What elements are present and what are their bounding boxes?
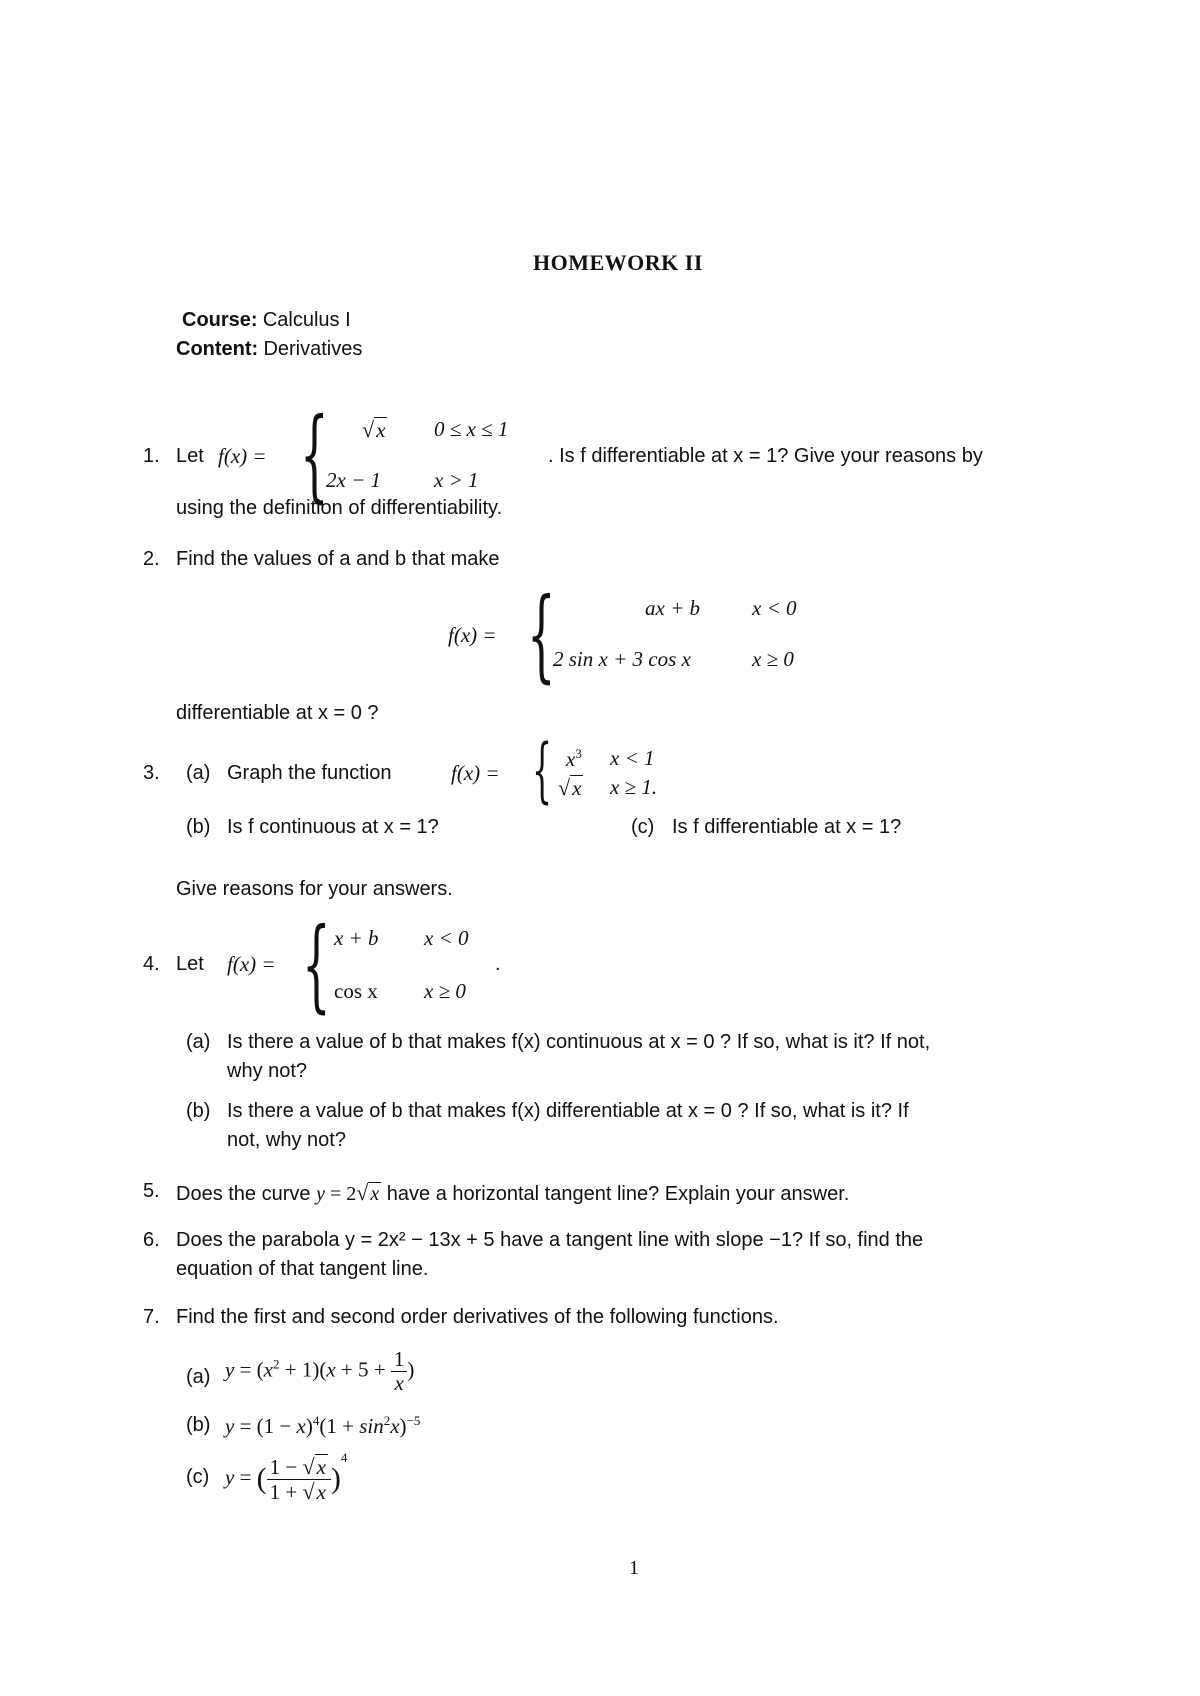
part-c-expression: y = ( $\frac{1 - √x}{1 + √x}$ )$^4$	[225, 1450, 348, 1504]
problem-number: 2.	[143, 548, 160, 570]
part-b-line-2: not, why not?	[227, 1129, 346, 1151]
problem-text	[176, 1180, 849, 1206]
part-a-expression: $y = (x^2 + 1)(x + 5$ + $\frac{1}{x}$ )	[225, 1347, 415, 1396]
content-value: Derivatives	[263, 338, 363, 360]
case-1-condition: x < 0	[752, 596, 797, 620]
problem-number: 7.	[143, 1306, 160, 1328]
case-2-condition: x ≥ 0	[752, 647, 794, 671]
left-brace: {	[302, 906, 331, 1023]
left-brace: {	[300, 396, 329, 513]
part-a-line-1: Is there a value of b that makes f(x) continuous at x = 0 ? If so, what is it? If not,	[227, 1031, 931, 1053]
problem-text: . Is f differentiable at x = 1? Give your reasons by	[548, 445, 983, 467]
case-1-expression: $x^3$	[566, 746, 582, 771]
problem-number: 5.	[143, 1180, 160, 1202]
problem-text-after: differentiable at x = 0 ?	[176, 702, 379, 724]
case-2-condition: x ≥ 1.	[610, 775, 658, 799]
part-a-label: (a)	[186, 1031, 211, 1053]
course-line	[182, 307, 351, 332]
case-2-condition: x ≥ 0	[424, 979, 466, 1003]
case-1-condition: x < 1	[610, 746, 655, 770]
problem-lead: Let	[176, 953, 204, 975]
part-a-label: (a)	[186, 1366, 211, 1388]
part-b-label: (b)	[186, 1100, 211, 1122]
problem-text-part-2: have a horizontal tangent line? Explain your answer.	[386, 1183, 850, 1205]
function-lhs: f(x) =	[451, 761, 500, 785]
part-a-label: (a)	[186, 762, 211, 784]
problem-number: 6.	[143, 1229, 160, 1251]
problem-lead: Let	[176, 445, 204, 467]
part-a-line-2: why not?	[227, 1060, 308, 1082]
part-c-label: (c)	[186, 1466, 210, 1488]
problem-text-line-2: equation of that tangent line.	[176, 1258, 429, 1280]
left-brace: {	[532, 729, 553, 811]
case-2-condition: x > 1	[434, 468, 479, 492]
part-c-text: Is f differentiable at x = 1?	[672, 816, 902, 838]
function-lhs: f(x) =	[227, 952, 276, 976]
part-b-expression: $y = (1 - x)^4(1 + \sin^2x)^{-5}$	[225, 1413, 421, 1438]
page-title: HOMEWORK II	[533, 250, 703, 275]
case-2-expression: 2x − 1	[326, 468, 381, 492]
problem-text-after: .	[495, 953, 501, 975]
problem-text-line-1: Does the parabola y = 2x² − 13x + 5 have a tangent line with slope −1? If so, find the	[176, 1229, 924, 1251]
case-1-expression: ax + b	[645, 596, 700, 620]
part-b-label: (b)	[186, 1414, 211, 1436]
case-1-condition: 0 ≤ x ≤ 1	[434, 417, 509, 441]
content-label: Content:	[176, 338, 259, 360]
part-b-label: (b)	[186, 816, 211, 838]
case-2-expression: cos x	[334, 979, 378, 1003]
case-1-condition: x < 0	[424, 926, 469, 950]
part-c-label: (c)	[631, 816, 655, 838]
course-label: Course:	[182, 309, 258, 331]
curve-equation: y = 2√ x	[316, 1180, 380, 1205]
problem-number: 1.	[143, 445, 160, 467]
part-a-text: Graph the function	[227, 762, 392, 784]
reasons-text: Give reasons for your answers.	[176, 878, 453, 900]
case-2-expression: √x	[558, 775, 582, 800]
function-lhs: f(x) =	[218, 444, 267, 468]
page-number: 1	[629, 1557, 639, 1579]
problem-number: 3.	[143, 762, 160, 784]
problem-number: 4.	[143, 953, 160, 975]
problem-text-part-1: Does the curve	[176, 1183, 311, 1205]
part-b-line-1: Is there a value of b that makes f(x) differentiable at x = 0 ? If so, what is it? If	[227, 1100, 909, 1122]
content-line	[176, 336, 362, 361]
course-value: Calculus I	[262, 309, 351, 331]
problem-text-line-2: using the definition of differentiability.	[176, 497, 503, 519]
function-lhs: f(x) =	[448, 623, 497, 647]
case-1-expression: x + b	[334, 926, 379, 950]
part-b-text: Is f continuous at x = 1?	[227, 816, 439, 838]
case-2-expression: 2 sin x + 3 cos x	[553, 647, 691, 671]
case-1-expression: √x	[362, 417, 386, 442]
problem-text: Find the values of a and b that make	[176, 548, 500, 570]
left-brace: {	[527, 576, 556, 693]
problem-text: Find the first and second order derivatives of the following functions.	[176, 1306, 779, 1328]
